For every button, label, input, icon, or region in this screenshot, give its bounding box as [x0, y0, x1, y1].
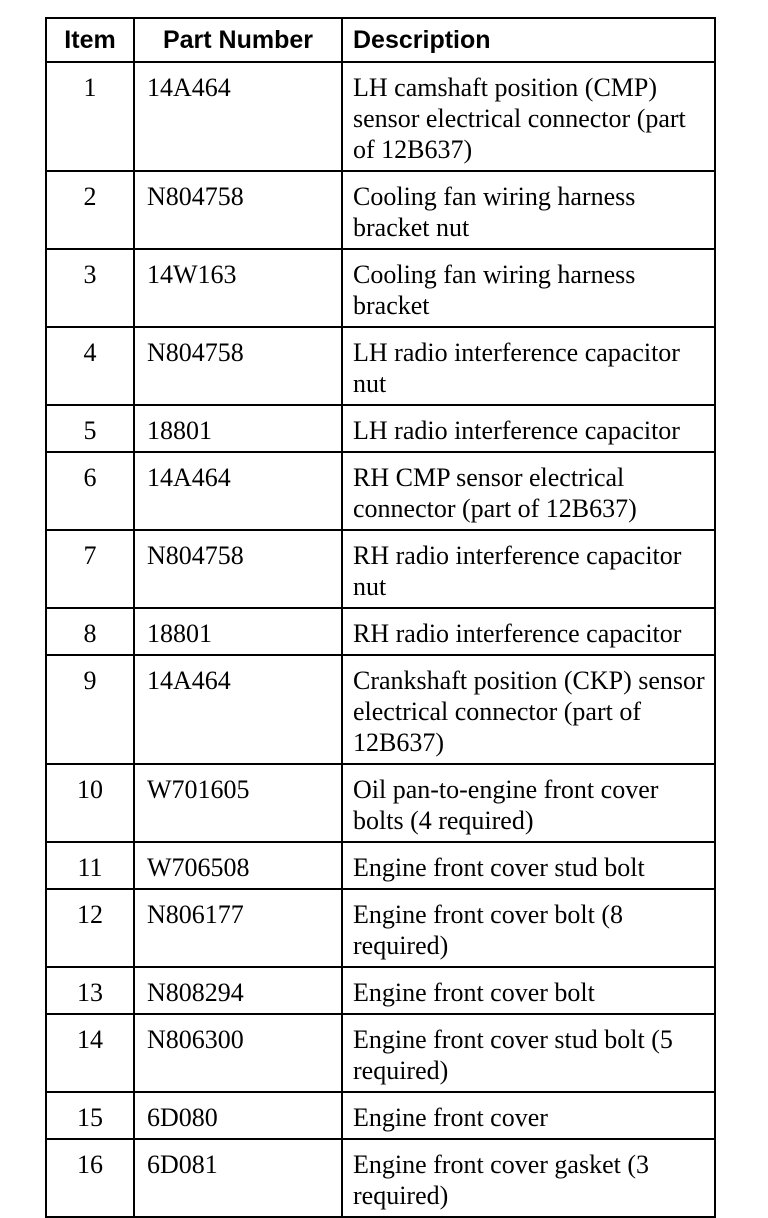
item-number: 9 [46, 655, 134, 764]
part-description: Cooling fan wiring harness bracket nut [342, 171, 715, 249]
part-number: N806300 [134, 1014, 342, 1092]
part-number: N808294 [134, 967, 342, 1014]
table-row [46, 327, 715, 405]
item-number: 6 [46, 452, 134, 530]
table-body [46, 62, 715, 1217]
part-number: 14A464 [134, 655, 342, 764]
part-description: Oil pan-to-engine front cover bolts (4 required) [342, 764, 715, 842]
table-row [46, 452, 715, 530]
part-number: W701605 [134, 764, 342, 842]
item-number: 8 [46, 608, 134, 655]
table-row [46, 405, 715, 452]
item-number: 4 [46, 327, 134, 405]
item-number: 7 [46, 530, 134, 608]
part-number: 6D081 [134, 1139, 342, 1217]
header-row [46, 18, 715, 62]
table-row [46, 530, 715, 608]
part-description: RH radio interference capacitor nut [342, 530, 715, 608]
part-number: 6D080 [134, 1092, 342, 1139]
item-number: 12 [46, 889, 134, 967]
table-row [46, 249, 715, 327]
part-number: N804758 [134, 171, 342, 249]
part-number: 14A464 [134, 62, 342, 171]
part-description: Engine front cover bolt (8 required) [342, 889, 715, 967]
item-number: 13 [46, 967, 134, 1014]
item-number: 3 [46, 249, 134, 327]
part-description: Engine front cover gasket (3 required) [342, 1139, 715, 1217]
item-number: 1 [46, 62, 134, 171]
part-number: N804758 [134, 327, 342, 405]
part-number: 18801 [134, 608, 342, 655]
part-description: RH CMP sensor electrical connector (part of 12B637) [342, 452, 715, 530]
part-number: 18801 [134, 405, 342, 452]
table-row [46, 171, 715, 249]
item-number: 11 [46, 842, 134, 889]
item-number: 5 [46, 405, 134, 452]
part-description: LH radio interference capacitor [342, 405, 715, 452]
part-description: Cooling fan wiring harness bracket [342, 249, 715, 327]
part-number: W706508 [134, 842, 342, 889]
part-description: Engine front cover [342, 1092, 715, 1139]
item-number: 16 [46, 1139, 134, 1217]
table-row [46, 608, 715, 655]
table-row [46, 1139, 715, 1217]
header-description: Description [342, 18, 715, 62]
table-row [46, 764, 715, 842]
table-row [46, 1092, 715, 1139]
table-row [46, 967, 715, 1014]
part-description: RH radio interference capacitor [342, 608, 715, 655]
part-description: LH radio interference capacitor nut [342, 327, 715, 405]
header-item: Item [46, 18, 134, 62]
part-description: Engine front cover bolt [342, 967, 715, 1014]
table-row [46, 842, 715, 889]
part-description: Crankshaft position (CKP) sensor electrical connector (part of 12B637) [342, 655, 715, 764]
part-number: 14A464 [134, 452, 342, 530]
item-number: 15 [46, 1092, 134, 1139]
parts-table [45, 17, 716, 1218]
table-row [46, 1014, 715, 1092]
part-description: Engine front cover stud bolt [342, 842, 715, 889]
part-number: N806177 [134, 889, 342, 967]
table-row [46, 62, 715, 171]
part-number: N804758 [134, 530, 342, 608]
item-number: 10 [46, 764, 134, 842]
part-description: Engine front cover stud bolt (5 required) [342, 1014, 715, 1092]
table-row [46, 889, 715, 967]
part-description: LH camshaft position (CMP) sensor electrical connector (part of 12B637) [342, 62, 715, 171]
item-number: 2 [46, 171, 134, 249]
part-number: 14W163 [134, 249, 342, 327]
item-number: 14 [46, 1014, 134, 1092]
table-header [46, 18, 715, 62]
table-row [46, 655, 715, 764]
header-part-number: Part Number [134, 18, 342, 62]
